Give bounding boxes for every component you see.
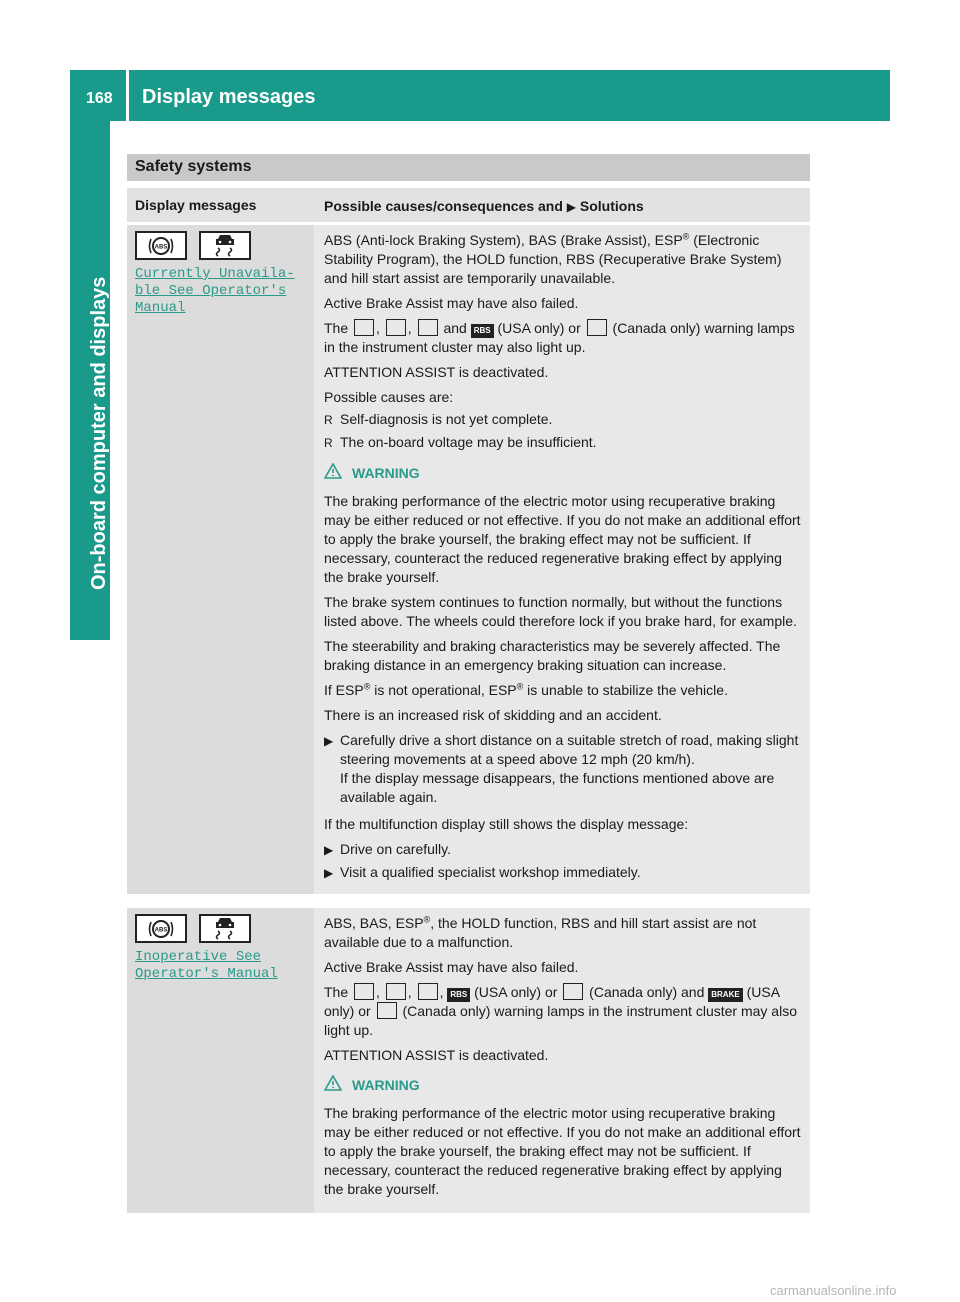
skid-car-icon	[199, 914, 251, 943]
text: (Canada only) warning lamps in the instrument cluster may also light up.	[324, 1003, 797, 1038]
paragraph	[324, 914, 802, 952]
step-text	[340, 731, 802, 807]
text: (Canada only) and	[589, 984, 705, 1000]
esp-off-icon	[418, 983, 438, 1000]
paragraph: Active Brake Assist may have also failed.	[324, 295, 579, 311]
page-number: 168	[86, 90, 113, 107]
header-divider	[126, 70, 129, 121]
text: (USA only) or	[474, 984, 558, 1000]
text: and	[443, 320, 467, 336]
abs-icon	[135, 914, 187, 943]
paragraph: ATTENTION ASSIST is deactivated.	[324, 1047, 549, 1063]
col-header-messages: Display messages	[135, 197, 257, 213]
warning-label: WARNING	[352, 465, 420, 481]
solution-arrow-icon: ▶	[566, 200, 577, 214]
instruction-step	[324, 863, 802, 883]
step-text: Visit a qualified specialist workshop immediately.	[340, 864, 641, 880]
registered-mark: ®	[682, 231, 690, 242]
brake-warning-icon	[587, 319, 607, 336]
warning-heading	[324, 1075, 802, 1096]
page-title: Display messages	[142, 86, 316, 108]
paragraph	[324, 231, 802, 288]
col-header-causes	[324, 198, 644, 214]
paragraph: The steerability and braking characteristics may be severely affected. The braking distance in an emergency braking situation can increase.	[324, 638, 781, 673]
instruction-step	[324, 731, 802, 807]
paragraph: The , , , RBS (USA only) or (Canada only) and BRAKE (USA only) or (Canada only) warning lamps in the instrument cluster may also light up.	[324, 984, 797, 1038]
causes-cell	[314, 908, 810, 1213]
paragraph: The braking performance of the electric motor using recuperative braking may be either reduced or not effective. If you do not make an additional effort to apply the brake yourself, the braking effect may not be sufficient. If necessary, counteract the reduced regenerative braking effect by applying the brake yourself.	[324, 493, 801, 585]
col-header-causes-text: Possible causes/consequences and	[324, 198, 563, 214]
text: (Canada only) warning lamps in the instrument cluster may also light up.	[324, 320, 795, 355]
rbs-icon: RBS	[447, 988, 470, 1002]
display-message-text: Inoperative See Operator's Manual	[135, 949, 278, 982]
skid-car-icon	[199, 231, 251, 260]
section-title	[127, 154, 810, 181]
text: The	[324, 984, 349, 1000]
message-cell	[127, 908, 311, 1213]
table-row	[127, 908, 810, 1213]
table-row	[127, 225, 810, 894]
section-title-text: Safety systems	[135, 158, 252, 175]
col-header-solutions-text: Solutions	[579, 198, 644, 214]
abs-icon	[354, 983, 374, 1000]
paragraph: ATTENTION ASSIST is deactivated.	[324, 364, 549, 380]
bullet-icon: R	[324, 436, 333, 450]
side-tab-label: On-board computer and displays	[88, 276, 110, 590]
text: , the HOLD function, RBS and hill start assist are not available due to a malfunction.	[324, 915, 757, 950]
text: ABS (Anti-lock Braking System), BAS (Brake Assist), ESP	[324, 232, 683, 248]
text: If the display message disappears, the functions mentioned above are available again.	[340, 770, 775, 805]
text: is not operational, ESP	[370, 682, 517, 698]
list-item-text: Self-diagnosis is not yet complete.	[340, 411, 553, 427]
registered-mark: ®	[423, 914, 431, 925]
display-message-text: Currently Unavaila‑ ble See Operator's Manual	[135, 266, 295, 316]
text: is unable to stabilize the vehicle.	[523, 682, 728, 698]
abs-icon	[354, 319, 374, 336]
warning-triangle-icon	[324, 463, 342, 484]
svg-text:ABS: ABS	[154, 927, 168, 933]
text: (USA only) or	[497, 320, 581, 336]
watermark: carmanualsonline.info	[770, 1283, 897, 1298]
registered-mark: ®	[363, 681, 371, 692]
paragraph: Active Brake Assist may have also failed.	[324, 959, 579, 975]
text: Carefully drive a short distance on a suitable stretch of road, making slight steering movements at a speed above 12 mph (20 km/h).	[340, 732, 799, 767]
list-item-text: The on-board voltage may be insufficient.	[340, 434, 597, 450]
table-header	[127, 188, 810, 222]
paragraph: There is an increased risk of skidding and an accident.	[324, 707, 662, 723]
warning-triangle-icon	[324, 1075, 342, 1096]
paragraph: Possible causes are:	[324, 389, 454, 405]
abs-icon	[135, 231, 187, 260]
instruction-step	[324, 840, 802, 860]
step-arrow-icon: ▶	[324, 734, 334, 748]
text: The	[324, 320, 349, 336]
brake-icon: BRAKE	[708, 988, 742, 1002]
text: (USA only) or	[324, 984, 780, 1019]
paragraph: The brake system continues to function normally, but without the functions listed above. The wheels could therefore lock if you brake hard, for example.	[324, 594, 797, 629]
paragraph: The , , and RBS (USA only) or (Canada only) warning lamps in the instrument cluster may also light up.	[324, 320, 795, 355]
rbs-icon: RBS	[471, 324, 494, 338]
paragraph: If the multifunction display still shows the display message:	[324, 816, 689, 832]
display-messages-table	[127, 188, 810, 1213]
registered-mark: ®	[516, 681, 524, 692]
step-arrow-icon: ▶	[324, 866, 334, 880]
brake-warning-icon	[563, 983, 583, 1000]
text: ABS, BAS, ESP	[324, 915, 424, 931]
warning-heading	[324, 463, 802, 484]
causes-cell	[314, 225, 810, 894]
skid-car-icon	[386, 319, 406, 336]
text: (Electronic Stability Program), the HOLD function, RBS (Recuperative Brake System) and hill start assist are temporarily unavailable.	[324, 232, 782, 286]
step-text: Drive on carefully.	[340, 841, 452, 857]
step-arrow-icon: ▶	[324, 843, 334, 857]
svg-text:ABS: ABS	[154, 244, 168, 250]
paragraph: The braking performance of the electric motor using recuperative braking may be either reduced or not effective. If you do not make an additional effort to apply the brake yourself, the braking effect may not be sufficient. If necessary, counteract the reduced regenerative braking effect by applying the brake yourself.	[324, 1105, 801, 1197]
list-item	[324, 410, 802, 430]
warning-label: WARNING	[352, 1077, 420, 1093]
skid-car-icon	[386, 983, 406, 1000]
text: If ESP	[324, 682, 364, 698]
header-bar	[70, 70, 890, 121]
bullet-icon: R	[324, 413, 333, 427]
brake-warning-icon	[377, 1002, 397, 1019]
list-item	[324, 433, 802, 453]
paragraph	[324, 681, 802, 700]
esp-off-icon	[418, 319, 438, 336]
message-cell	[127, 225, 311, 894]
